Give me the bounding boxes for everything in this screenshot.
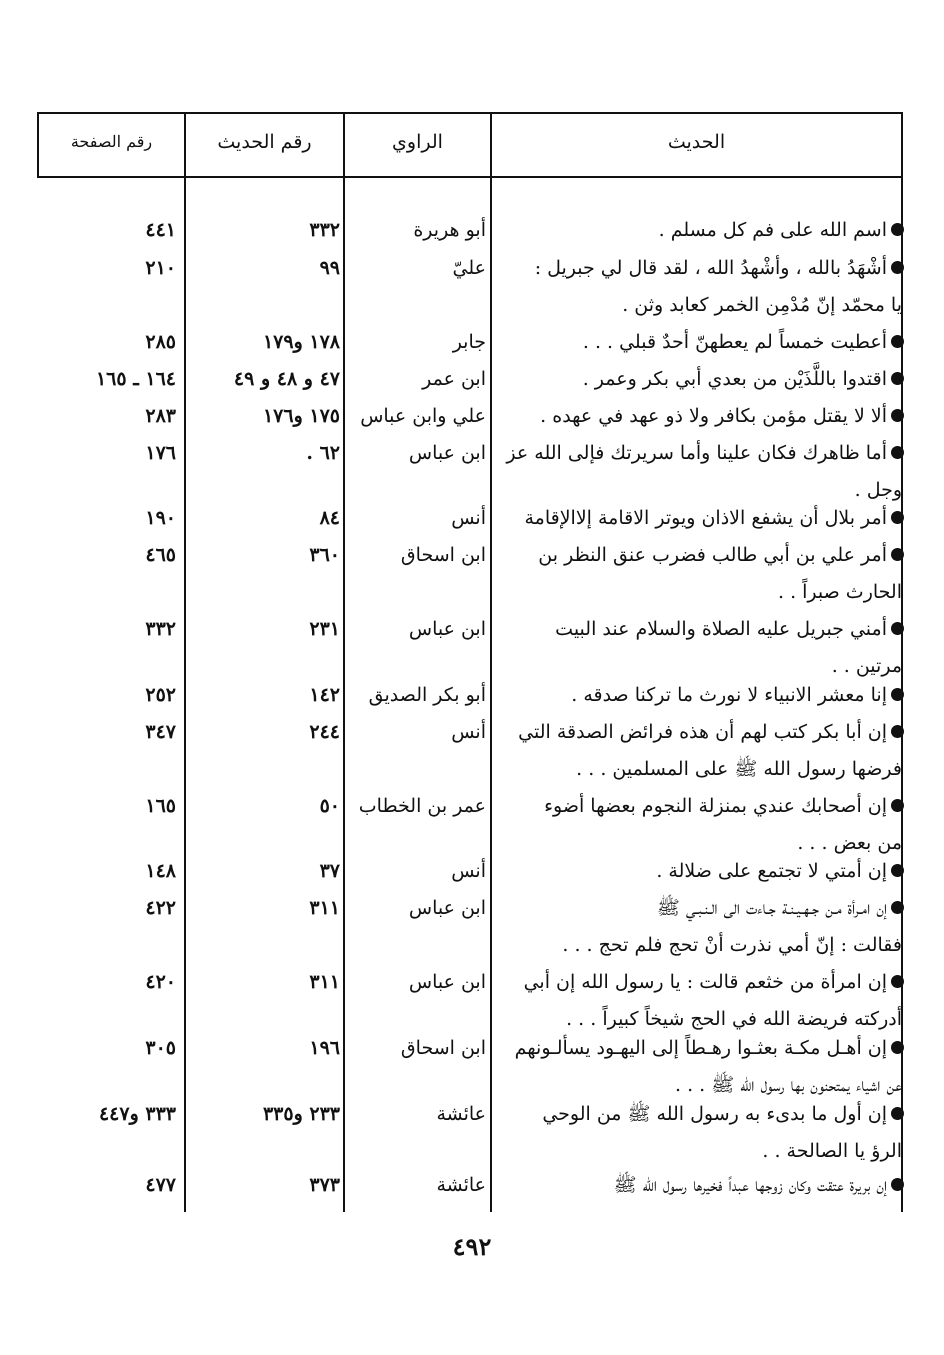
header-narrator: الراوي xyxy=(392,131,443,153)
hadith-line-text: أمر بلال أن يشفع الاذان ويوتر الاقامة إلاالإقامة xyxy=(524,507,887,529)
bullet-icon xyxy=(891,975,904,988)
bullet-icon xyxy=(891,864,904,877)
narrator: أبو بكر الصديق xyxy=(368,684,486,706)
header-hadith-number: رقم الحديث xyxy=(217,131,312,153)
hadith-line-text: إن أهـل مكـة بعثـوا رهـطاً إلى اليهـود يسألـونهم xyxy=(514,1037,887,1059)
hadith-number: ٢٤٤ xyxy=(309,721,340,743)
page-reference: ٤٤١ xyxy=(145,219,176,241)
hadith-line xyxy=(454,714,904,751)
hadith-line-text: أعطيت خمساً لم يعطهنّ أحدٌ قبلي . . . xyxy=(582,331,887,353)
hadith-line-text: أمني جبريل عليه الصلاة والسلام عند البيت xyxy=(555,618,887,640)
hadith-number: ٣٦٠ xyxy=(309,544,340,566)
page-reference: ٤٢٢ xyxy=(145,897,176,919)
hadith-line-text: إن بريرة عتقت وكان زوجها عبداً فخيرها رسول الله ﷺ xyxy=(613,1174,887,1196)
column-divider-narrator xyxy=(343,112,345,1212)
page-reference: ٢٥٢ xyxy=(145,684,176,706)
hadith-line xyxy=(454,1167,904,1204)
hadith-line-text: الحارث صبراً . . xyxy=(777,581,902,603)
narrator: علي وابن عباس xyxy=(360,405,486,427)
hadith-line xyxy=(454,890,904,927)
hadith-line-text: يا محمّد إنّ مُدْمِن الخمر كعابد وثن . xyxy=(622,294,902,316)
hadith-text xyxy=(454,398,904,435)
hadith-text xyxy=(454,212,904,249)
bullet-icon xyxy=(891,725,904,738)
hadith-number: ٢٣١ xyxy=(309,618,340,640)
hadith-line-text: فرضها رسول الله ﷺ على المسلمين . . . xyxy=(576,758,902,780)
page-number: ٤٩٢ xyxy=(452,1232,492,1261)
narrator: ابن عباس xyxy=(408,897,486,919)
narrator: أنس xyxy=(451,507,486,529)
hadith-line-text: عن اشياء يمتحنون بها رسول الله ﷺ . . . xyxy=(675,1074,902,1096)
hadith-text xyxy=(454,677,904,714)
header-page-number: رقم الصفحة xyxy=(70,132,153,151)
hadith-line xyxy=(454,1133,904,1170)
hadith-text xyxy=(454,853,904,890)
narrator: أبو هريرة xyxy=(413,219,486,241)
hadith-number: ٦٢ . xyxy=(306,442,340,464)
hadith-line xyxy=(454,1030,904,1067)
hadith-line xyxy=(454,435,904,472)
hadith-text xyxy=(454,1096,904,1170)
bullet-icon xyxy=(891,688,904,701)
page-reference: ١٩٠ xyxy=(145,507,176,529)
hadith-number: ٣٧٣ xyxy=(309,1174,340,1196)
column-divider-number xyxy=(184,112,186,1212)
narrator: ابن عباس xyxy=(408,618,486,640)
hadith-line-text: إن أمتي لا تجتمع على ضلالة . xyxy=(656,860,887,882)
page-reference: ٣٣٣ و٤٤٧ xyxy=(98,1103,176,1125)
hadith-line-text: إن أصحابك عندي بمنزلة النجوم بعضها أضوء xyxy=(544,795,887,817)
hadith-line-text: مرتين . . xyxy=(831,655,902,677)
page-reference: ١٦٥ xyxy=(145,795,176,817)
narrator: ابن عباس xyxy=(408,442,486,464)
hadith-line-text: أما ظاهرك فكان علينا وأما سريرتك فإلى الله عز xyxy=(506,442,887,464)
hadith-number: ٣٧ xyxy=(319,860,340,882)
hadith-line-text: من بعض . . . xyxy=(797,832,902,854)
hadith-line-text: إن امرأة من خثعم قالت : يا رسول الله إن أبي xyxy=(523,971,887,993)
hadith-number: ١٤٢ xyxy=(309,684,340,706)
hadith-line xyxy=(454,677,904,714)
hadith-line xyxy=(454,250,904,287)
hadith-line xyxy=(454,853,904,890)
hadith-line xyxy=(454,361,904,398)
narrator: عائشة xyxy=(436,1174,486,1196)
narrator: أنس xyxy=(451,860,486,882)
page-reference: ٣٠٥ xyxy=(145,1037,176,1059)
hadith-text xyxy=(454,890,904,964)
hadith-number: ٣٣٢ xyxy=(309,219,340,241)
page-reference: ١٦٤ ـ ١٦٥ xyxy=(95,368,176,390)
hadith-line xyxy=(454,1096,904,1133)
hadith-number: ٩٩ xyxy=(319,257,340,279)
table-top-border xyxy=(37,112,903,114)
hadith-number: ١٩٦ xyxy=(309,1037,340,1059)
bullet-icon xyxy=(891,901,904,914)
narrator: عمر بن الخطاب xyxy=(358,795,486,817)
hadith-line-text: وجل . xyxy=(854,479,902,501)
hadith-text xyxy=(454,537,904,611)
hadith-number: ٢٣٣ و٣٣٥ xyxy=(262,1103,340,1125)
hadith-text xyxy=(454,1030,904,1104)
narrator: ابن اسحاق xyxy=(400,544,486,566)
hadith-text xyxy=(454,250,904,324)
narrator: ابن عباس xyxy=(408,971,486,993)
bullet-icon xyxy=(891,548,904,561)
hadith-line xyxy=(454,611,904,648)
hadith-text xyxy=(454,500,904,537)
hadith-text xyxy=(454,435,904,509)
hadith-line-text: ألا لا يقتل مؤمن بكافر ولا ذو عهد في عهده . xyxy=(540,405,887,427)
hadith-line-text: الرؤ يا الصالحة . . xyxy=(762,1140,902,1162)
hadith-line xyxy=(454,537,904,574)
hadith-line-text: أشْهَدُ بالله ، وأشْهدُ الله ، لقد قال لي جبريل : xyxy=(534,257,887,279)
page-reference: ٤٧٧ xyxy=(145,1174,176,1196)
bullet-icon xyxy=(891,372,904,385)
bullet-icon xyxy=(891,1107,904,1120)
hadith-line xyxy=(454,398,904,435)
hadith-text xyxy=(454,964,904,1038)
hadith-line xyxy=(454,574,904,611)
bullet-icon xyxy=(891,261,904,274)
bullet-icon xyxy=(891,622,904,635)
hadith-text xyxy=(454,361,904,398)
page-reference: ٤٦٥ xyxy=(145,544,176,566)
bullet-icon xyxy=(891,223,904,236)
bullet-icon xyxy=(891,511,904,524)
narrator: ابن اسحاق xyxy=(400,1037,486,1059)
header-hadith: الحديث xyxy=(667,131,726,153)
hadith-text xyxy=(454,788,904,862)
hadith-line-text: فقالت : إنّ أمي نذرت أنْ تحج فلم تحج . . . xyxy=(562,934,902,956)
hadith-number: ٤٧ و ٤٨ و ٤٩ xyxy=(233,368,340,390)
narrator: ابن عمر xyxy=(422,368,486,390)
hadith-line xyxy=(454,927,904,964)
hadith-text xyxy=(454,324,904,361)
page-reference: ٣٤٧ xyxy=(145,721,176,743)
hadith-text xyxy=(454,1167,904,1204)
hadith-line xyxy=(454,212,904,249)
hadith-line-text: إن أبا بكر كتب لهم أن هذه فرائض الصدقة التي xyxy=(518,721,887,743)
hadith-number: ٥٠ xyxy=(319,795,340,817)
hadith-text xyxy=(454,714,904,788)
hadith-line xyxy=(454,324,904,361)
table-header-divider xyxy=(37,176,903,178)
hadith-number: ٣١١ xyxy=(309,971,340,993)
narrator: جابر xyxy=(452,331,486,353)
hadith-line-text: إن امـرأة مـن جـهـيـنـة جـاءت الى الـنـبـي ﷺ xyxy=(656,897,887,919)
hadith-text xyxy=(454,611,904,685)
bullet-icon xyxy=(891,446,904,459)
bullet-icon xyxy=(891,1178,904,1191)
narrator: عليّ xyxy=(452,257,486,279)
page-reference: ١٤٨ xyxy=(145,860,176,882)
page-reference: ٢٨٥ xyxy=(145,331,176,353)
hadith-line-text: أدركته فريضة الله في الحج شيخاً كبيراً . . . xyxy=(566,1008,902,1030)
bullet-icon xyxy=(891,335,904,348)
bullet-icon xyxy=(891,1041,904,1054)
page-reference: ٢٨٣ xyxy=(145,405,176,427)
narrator: عائشة xyxy=(436,1103,486,1125)
page-reference: ٣٣٢ xyxy=(145,618,176,640)
page-reference: ١٧٦ xyxy=(145,442,176,464)
bullet-icon xyxy=(891,409,904,422)
hadith-line-text: إن أول ما بدىء به رسول الله ﷺ من الوحي xyxy=(542,1103,887,1125)
hadith-line xyxy=(454,788,904,825)
page-reference: ٢١٠ xyxy=(145,257,176,279)
hadith-number: ٨٤ xyxy=(319,507,340,529)
page-reference: ٤٢٠ xyxy=(145,971,176,993)
hadith-line xyxy=(454,751,904,788)
hadith-line-text: اسم الله على فم كل مسلم . xyxy=(658,219,887,241)
hadith-line-text: إنا معشر الانبياء لا نورث ما تركنا صدقه . xyxy=(571,684,887,706)
hadith-line xyxy=(454,287,904,324)
hadith-line-text: أمر علي بن أبي طالب فضرب عنق النظر بن xyxy=(538,544,887,566)
hadith-number: ١٧٥ و١٧٦ xyxy=(262,405,340,427)
hadith-number: ٣١١ xyxy=(309,897,340,919)
hadith-line xyxy=(454,964,904,1001)
hadith-line-text: اقتدوا باللَّذَيْن من بعدي أبي بكر وعمر . xyxy=(582,368,887,390)
narrator: أنس xyxy=(451,721,486,743)
hadith-number: ١٧٨ و١٧٩ xyxy=(262,331,340,353)
bullet-icon xyxy=(891,799,904,812)
hadith-line xyxy=(454,500,904,537)
